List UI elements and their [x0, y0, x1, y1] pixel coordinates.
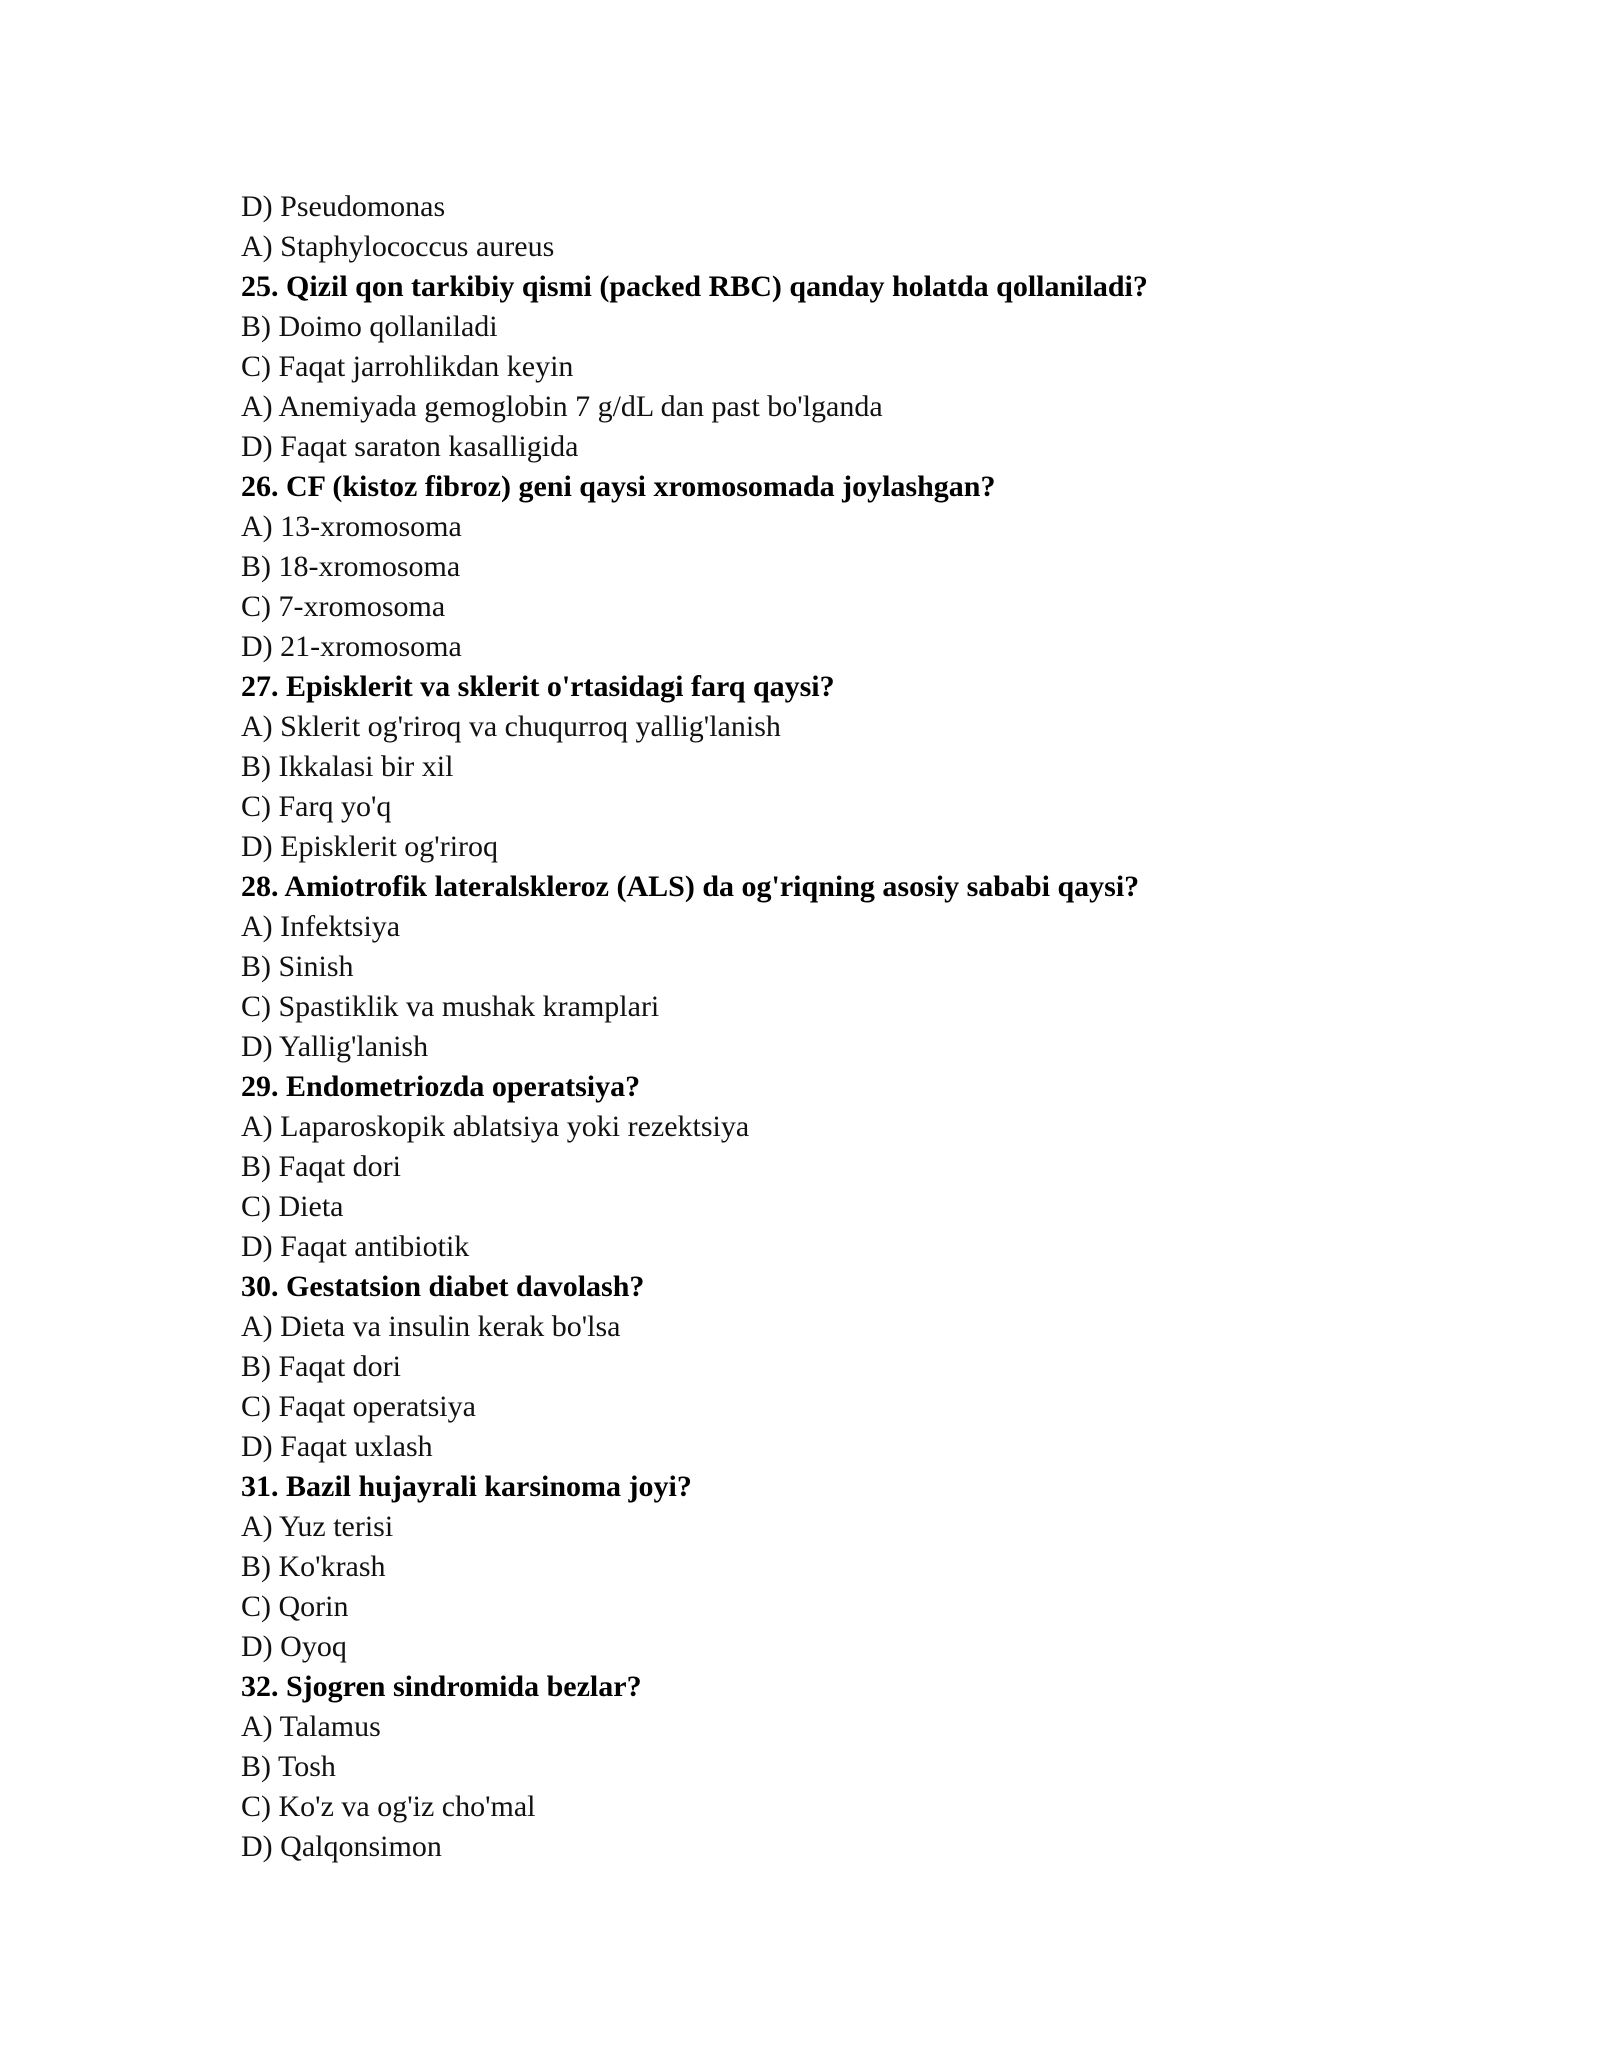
answer-option: B) Faqat dori — [241, 1150, 401, 1183]
answer-option: D) Faqat saraton kasalligida — [241, 430, 579, 463]
answer-option: B) Ko'krash — [241, 1550, 386, 1583]
answer-option: B) Faqat dori — [241, 1350, 401, 1383]
answer-option: C) 7-xromosoma — [241, 590, 446, 623]
answer-option: B) Sinish — [241, 950, 354, 983]
answer-option: A) Laparoskopik ablatsiya yoki rezektsiya — [241, 1110, 750, 1143]
answer-option: C) Qorin — [241, 1590, 349, 1623]
answer-option: D) Yallig'lanish — [241, 1030, 429, 1063]
answer-option: C) Faqat jarrohlikdan keyin — [241, 350, 574, 383]
answer-option: A) Dieta va insulin kerak bo'lsa — [241, 1310, 621, 1343]
answer-option: B) Ikkalasi bir xil — [241, 750, 454, 783]
answer-option: B) 18-xromosoma — [241, 550, 461, 583]
answer-option: A) Infektsiya — [241, 910, 401, 943]
quiz-content — [241, 187, 1441, 1867]
answer-option: D) Faqat antibiotik — [241, 1230, 470, 1263]
answer-option: D) Pseudomonas — [241, 190, 446, 223]
question-heading: 26. CF (kistoz fibroz) geni qaysi xromosomada joylashgan? — [241, 470, 996, 503]
answer-option: D) Faqat uxlash — [241, 1430, 433, 1463]
answer-option: C) Spastiklik va mushak kramplari — [241, 990, 660, 1023]
answer-option: C) Dieta — [241, 1190, 344, 1223]
answer-option: D) Episklerit og'riroq — [241, 830, 499, 863]
question-heading: 28. Amiotrofik lateralskleroz (ALS) da og'riqning asosiy sababi qaysi? — [241, 870, 1140, 903]
question-heading: 30. Gestatsion diabet davolash? — [241, 1270, 645, 1303]
answer-option: A) Staphylococcus aureus — [241, 230, 555, 263]
answer-option: A) Yuz terisi — [241, 1510, 394, 1543]
question-heading: 31. Bazil hujayrali karsinoma joyi? — [241, 1470, 692, 1503]
answer-option: A) 13-xromosoma — [241, 510, 462, 543]
answer-option: B) Doimo qollaniladi — [241, 310, 498, 343]
answer-option: C) Faqat operatsiya — [241, 1390, 476, 1423]
answer-option: A) Talamus — [241, 1710, 381, 1743]
question-heading: 32. Sjogren sindromida bezlar? — [241, 1670, 642, 1703]
answer-option: C) Farq yo'q — [241, 790, 392, 823]
question-heading: 27. Episklerit va sklerit o'rtasidagi farq qaysi? — [241, 670, 835, 703]
answer-option: B) Tosh — [241, 1750, 336, 1783]
answer-option: D) Oyoq — [241, 1630, 347, 1663]
answer-option: D) 21-xromosoma — [241, 630, 462, 663]
answer-option: C) Ko'z va og'iz cho'mal — [241, 1790, 536, 1823]
answer-option: D) Qalqonsimon — [241, 1830, 442, 1863]
answer-option: A) Anemiyada gemoglobin 7 g/dL dan past bo'lganda — [241, 390, 883, 423]
answer-option: A) Sklerit og'riroq va chuqurroq yallig'lanish — [241, 710, 781, 743]
question-heading: 29. Endometriozda operatsiya? — [241, 1070, 641, 1103]
question-heading: 25. Qizil qon tarkibiy qismi (packed RBC) qanday holatda qollaniladi? — [241, 270, 1148, 303]
